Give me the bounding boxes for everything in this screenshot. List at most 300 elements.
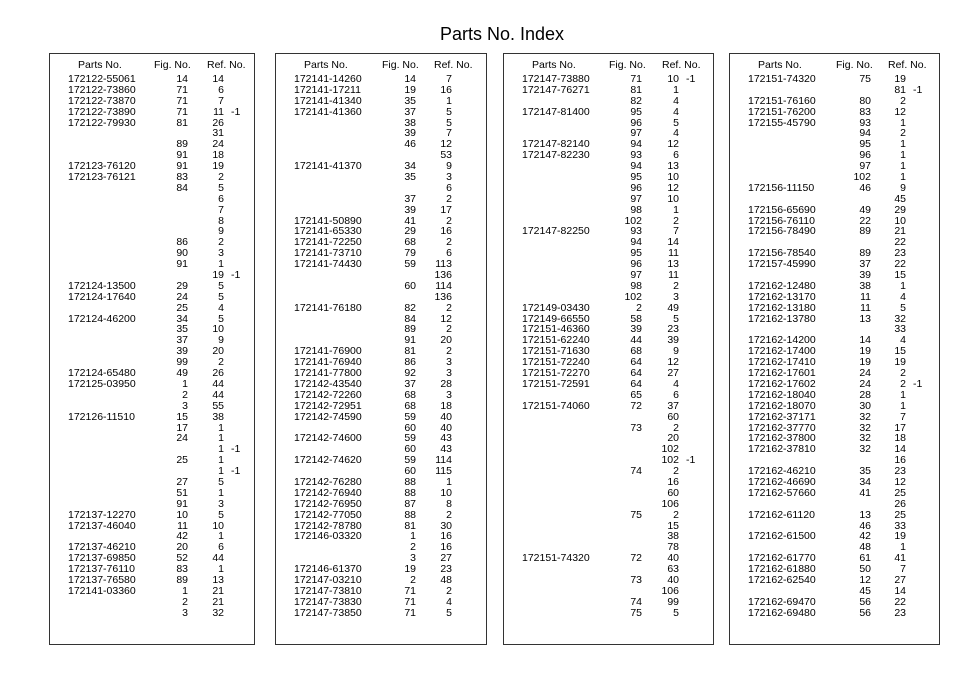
ref-number: 55 [212, 399, 224, 412]
part-number: 172126-11510 [68, 410, 135, 423]
part-number: 172142-76940 [294, 486, 362, 499]
fig-number: 38 [404, 116, 416, 129]
fig-number: 93 [630, 225, 642, 238]
part-number: 172137-12270 [68, 508, 136, 521]
ref-number: 1 [673, 203, 679, 216]
ref-number: 20 [212, 345, 224, 358]
ref-number: 3 [446, 367, 452, 380]
ref-number: 136 [434, 290, 452, 303]
ref-number: 106 [661, 497, 679, 510]
part-number: 172162-14200 [748, 334, 816, 347]
fig-number: 29 [176, 279, 188, 292]
ref-number: 45 [894, 192, 906, 205]
fig-number: 68 [404, 236, 416, 249]
ref-suffix: -1 [231, 269, 241, 282]
ref-number: 26 [212, 116, 224, 129]
part-number: 172162-17602 [748, 377, 816, 390]
index-row [504, 433, 713, 444]
fig-number: 99 [176, 356, 188, 369]
ref-number: 1 [673, 83, 679, 96]
index-row [504, 564, 713, 575]
part-number: 172162-61120 [748, 508, 815, 521]
ref-number: 6 [673, 149, 679, 162]
ref-number: 2 [446, 323, 452, 336]
index-row [276, 118, 486, 129]
index-row [276, 401, 486, 412]
index-row [276, 172, 486, 183]
ref-number: 4 [673, 377, 679, 390]
ref-number: 53 [440, 149, 452, 162]
index-row [50, 303, 254, 314]
fig-number: 94 [630, 138, 642, 151]
part-number: 172151-72240 [522, 356, 590, 369]
index-row [276, 314, 486, 325]
index-row [504, 303, 713, 314]
part-number: 172162-61770 [748, 552, 816, 565]
fig-number: 102 [853, 171, 871, 184]
ref-number: 1 [218, 258, 224, 271]
ref-number: 2 [446, 301, 452, 314]
ref-number: 11 [213, 105, 224, 118]
fig-number: 1 [182, 377, 188, 390]
column-header [276, 59, 486, 72]
index-row [276, 542, 486, 553]
part-number: 172162-46690 [748, 475, 816, 488]
ref-number: 22 [894, 236, 906, 249]
index-row [276, 324, 486, 335]
fig-number: 30 [859, 399, 871, 412]
fig-number: 89 [859, 247, 871, 260]
fig-number: 65 [630, 388, 642, 401]
index-rows [504, 74, 713, 619]
part-number: 172162-17410 [748, 356, 816, 369]
ref-number: 5 [218, 290, 224, 303]
fig-number: 91 [404, 334, 416, 347]
ref-number: 2 [446, 192, 452, 205]
ref-number: 16 [440, 541, 452, 554]
ref-number: 2 [900, 94, 906, 107]
fig-number: 24 [859, 377, 871, 390]
ref-number: 19 [212, 160, 224, 173]
part-number: 172147-82140 [522, 138, 590, 151]
ref-number: 5 [446, 606, 452, 619]
part-number: 172162-37770 [748, 421, 816, 434]
part-number: 172162-18070 [748, 399, 816, 412]
ref-number: 12 [894, 105, 906, 118]
ref-number: 3 [673, 290, 679, 303]
fig-number: 86 [176, 236, 188, 249]
part-number: 172141-03360 [68, 584, 136, 597]
fig-number: 95 [859, 138, 871, 151]
ref-number: 10 [667, 73, 679, 85]
ref-number: 1 [900, 171, 906, 184]
index-row [730, 205, 939, 216]
part-number: 172162-18040 [748, 388, 816, 401]
fig-number: 81 [404, 345, 416, 358]
ref-number: 21 [212, 584, 224, 597]
part-number: 172156-78490 [748, 225, 816, 238]
part-number: 172146-61370 [294, 563, 362, 576]
ref-number: 136 [434, 269, 452, 282]
index-row [50, 401, 254, 412]
part-number: 172162-57660 [748, 486, 816, 499]
index-row [730, 183, 939, 194]
ref-number: 4 [673, 127, 679, 140]
part-number: 172142-74600 [294, 432, 362, 445]
part-number: 172162-61500 [748, 530, 816, 543]
fig-number: 98 [630, 279, 642, 292]
part-number: 172147-82250 [522, 225, 590, 238]
fig-number: 73 [630, 421, 642, 434]
index-row [50, 608, 254, 619]
fig-number: 35 [404, 94, 416, 107]
fig-number: 14 [859, 334, 871, 347]
ref-number: 44 [212, 388, 224, 401]
ref-number: 60 [667, 486, 679, 499]
ref-number: 1 [218, 563, 224, 576]
ref-number: 102 [661, 454, 679, 467]
header-ref-no: Ref. No. [662, 59, 701, 71]
header-ref-no: Ref. No. [207, 59, 246, 71]
fig-number: 59 [404, 432, 416, 445]
ref-number: 1 [218, 465, 224, 478]
ref-suffix: -1 [913, 377, 923, 390]
ref-number: 3 [446, 171, 452, 184]
part-number: 172162-37810 [748, 443, 816, 456]
ref-number: 1 [900, 399, 906, 412]
part-number: 172141-14260 [294, 73, 362, 85]
ref-number: 2 [446, 508, 452, 521]
ref-number: 1 [446, 475, 452, 488]
part-number: 172155-45790 [748, 116, 816, 129]
fig-number: 59 [404, 410, 416, 423]
ref-number: 21 [894, 225, 906, 238]
ref-number: 38 [667, 530, 679, 543]
fig-number: 28 [859, 388, 871, 401]
fig-number: 60 [404, 443, 416, 456]
ref-number: 13 [667, 160, 679, 173]
part-number: 172147-03210 [294, 573, 362, 586]
fig-number: 97 [859, 160, 871, 173]
fig-number: 12 [859, 573, 871, 586]
part-number: 172162-13780 [748, 312, 816, 325]
index-row [504, 161, 713, 172]
ref-number: 4 [218, 301, 224, 314]
part-number: 172162-46210 [748, 465, 816, 478]
index-row [730, 226, 939, 237]
part-number: 172162-37800 [748, 432, 816, 445]
part-number: 172141-74430 [294, 258, 362, 271]
ref-number: 6 [446, 247, 452, 260]
ref-number: 5 [218, 181, 224, 194]
fig-number: 64 [630, 356, 642, 369]
fig-number: 49 [859, 203, 871, 216]
ref-number: 12 [667, 356, 679, 369]
fig-number: 46 [859, 181, 871, 194]
fig-number: 37 [176, 334, 188, 347]
fig-number: 102 [624, 290, 642, 303]
fig-number: 89 [176, 138, 188, 151]
ref-suffix: -1 [686, 73, 696, 85]
index-row [730, 150, 939, 161]
fig-number: 41 [404, 214, 416, 227]
ref-number: 5 [218, 508, 224, 521]
index-row [276, 194, 486, 205]
index-row [504, 575, 713, 586]
ref-number: 115 [435, 465, 452, 478]
part-number: 172142-78780 [294, 519, 362, 532]
fig-number: 87 [404, 497, 416, 510]
fig-number: 10 [176, 508, 188, 521]
part-number: 172142-77050 [294, 508, 362, 521]
fig-number: 34 [404, 160, 416, 173]
ref-number: 19 [212, 269, 224, 282]
fig-number: 97 [630, 127, 642, 140]
ref-number: 19 [894, 530, 906, 543]
fig-number: 82 [630, 94, 642, 107]
part-number: 172124-65480 [68, 367, 136, 380]
part-number: 172122-73870 [68, 94, 136, 107]
part-number: 172141-65330 [294, 225, 362, 238]
part-number: 172162-17400 [748, 345, 816, 358]
ref-number: 1 [218, 486, 224, 499]
ref-number: 24 [212, 138, 224, 151]
fig-number: 32 [859, 410, 871, 423]
fig-number: 19 [404, 563, 416, 576]
fig-number: 91 [176, 149, 188, 162]
index-row [504, 118, 713, 129]
fig-number: 11 [177, 519, 188, 532]
index-row [276, 161, 486, 172]
ref-number: 33 [894, 519, 906, 532]
index-row [504, 608, 713, 619]
ref-number: 26 [212, 367, 224, 380]
index-row [504, 259, 713, 270]
fig-number: 37 [404, 105, 416, 118]
fig-number: 19 [404, 83, 416, 96]
part-number: 172151-74320 [748, 73, 816, 85]
index-column-3 [503, 53, 714, 645]
fig-number: 19 [859, 356, 871, 369]
part-number: 172141-72250 [294, 236, 362, 249]
fig-number: 93 [859, 116, 871, 129]
fig-number: 72 [630, 552, 642, 565]
part-number: 172141-76940 [294, 356, 362, 369]
ref-number: 8 [446, 497, 452, 510]
ref-number: 1 [218, 454, 224, 467]
fig-number: 39 [859, 269, 871, 282]
ref-number: 7 [446, 127, 452, 140]
ref-number: 48 [440, 573, 452, 586]
fig-number: 91 [176, 258, 188, 271]
index-row [504, 237, 713, 248]
part-number: 172156-11150 [748, 181, 815, 194]
index-row [50, 107, 254, 118]
ref-number: 2 [218, 236, 224, 249]
fig-number: 88 [404, 475, 416, 488]
ref-number: 17 [440, 203, 452, 216]
ref-number: 2 [446, 584, 452, 597]
part-number: 172123-76120 [68, 160, 136, 173]
header-fig-no: Fig. No. [836, 59, 873, 71]
fig-number: 19 [859, 345, 871, 358]
index-row [504, 423, 713, 434]
ref-number: 9 [446, 160, 452, 173]
ref-number: 7 [218, 203, 224, 216]
ref-suffix: -1 [231, 443, 241, 456]
fig-number: 25 [176, 301, 188, 314]
part-number: 172141-17211 [294, 83, 361, 96]
index-row [730, 74, 939, 85]
fig-number: 94 [859, 127, 871, 140]
fig-number: 44 [630, 334, 642, 347]
header-parts-no: Parts No. [78, 59, 122, 71]
ref-number: 16 [667, 475, 679, 488]
header-parts-no: Parts No. [304, 59, 348, 71]
index-row [730, 303, 939, 314]
index-row [504, 205, 713, 216]
fig-number: 81 [176, 116, 188, 129]
index-row [730, 575, 939, 586]
index-row [504, 553, 713, 564]
fig-number: 83 [176, 171, 188, 184]
ref-number: 27 [440, 552, 452, 565]
fig-number: 94 [630, 236, 642, 249]
fig-number: 27 [176, 475, 188, 488]
ref-number: 19 [894, 73, 906, 85]
ref-number: 2 [218, 356, 224, 369]
index-row [730, 161, 939, 172]
fig-number: 58 [630, 312, 642, 325]
ref-number: 27 [667, 367, 679, 380]
fig-number: 60 [404, 421, 416, 434]
header-fig-no: Fig. No. [609, 59, 646, 71]
ref-number: 44 [212, 552, 224, 565]
fig-number: 86 [404, 356, 416, 369]
fig-number: 73 [630, 573, 642, 586]
fig-number: 80 [859, 94, 871, 107]
index-row [504, 172, 713, 183]
fig-number: 81 [630, 83, 642, 96]
fig-number: 60 [404, 465, 416, 478]
ref-number: 3 [446, 356, 452, 369]
part-number: 172162-61880 [748, 563, 816, 576]
fig-number: 88 [404, 508, 416, 521]
ref-number: 5 [900, 301, 906, 314]
ref-number: 49 [667, 301, 679, 314]
part-number: 172156-76110 [748, 214, 815, 227]
part-number: 172147-82230 [522, 149, 590, 162]
fig-number: 2 [182, 388, 188, 401]
fig-number: 96 [630, 258, 642, 271]
ref-number: 4 [900, 290, 906, 303]
fig-number: 14 [176, 73, 188, 85]
ref-number: 4 [446, 595, 452, 608]
fig-number: 3 [182, 399, 188, 412]
ref-number: 2 [673, 508, 679, 521]
index-row [504, 401, 713, 412]
fig-number: 95 [630, 105, 642, 118]
index-row [50, 499, 254, 510]
index-row [504, 150, 713, 161]
part-number: 172147-73830 [294, 595, 362, 608]
ref-number: 29 [894, 203, 906, 216]
ref-number: 14 [894, 584, 906, 597]
part-number: 172162-13170 [748, 290, 816, 303]
index-row [50, 205, 254, 216]
index-row [276, 608, 486, 619]
part-number: 172151-46360 [522, 323, 590, 336]
part-number: 172162-69470 [748, 595, 816, 608]
header-fig-no: Fig. No. [154, 59, 191, 71]
header-parts-no: Parts No. [532, 59, 576, 71]
ref-number: 19 [894, 356, 906, 369]
ref-number: 38 [212, 410, 224, 423]
ref-number: 14 [667, 236, 679, 249]
fig-number: 42 [859, 530, 871, 543]
ref-number: 4 [673, 105, 679, 118]
index-row [276, 107, 486, 118]
index-row [730, 488, 939, 499]
index-row [276, 303, 486, 314]
part-number: 172141-41370 [294, 160, 362, 173]
fig-number: 39 [176, 345, 188, 358]
ref-number: 4 [900, 334, 906, 347]
part-number: 172151-74060 [522, 399, 590, 412]
fig-number: 39 [404, 203, 416, 216]
index-row [504, 488, 713, 499]
fig-number: 64 [630, 377, 642, 390]
ref-number: 15 [667, 519, 679, 532]
ref-number: 32 [212, 606, 224, 619]
fig-number: 83 [859, 105, 871, 118]
ref-number: 12 [667, 181, 679, 194]
fig-number: 56 [859, 606, 871, 619]
index-rows [730, 74, 939, 619]
fig-number: 96 [630, 181, 642, 194]
fig-number: 11 [860, 290, 871, 303]
part-number: 172162-37171 [748, 410, 816, 423]
ref-number: 2 [218, 171, 224, 184]
ref-number: 7 [446, 73, 452, 85]
ref-number: 6 [218, 83, 224, 96]
ref-number: 40 [667, 552, 679, 565]
part-number: 172147-76271 [522, 83, 590, 96]
part-number: 172142-76950 [294, 497, 362, 510]
fig-number: 75 [630, 606, 642, 619]
ref-number: 40 [667, 573, 679, 586]
index-column-2 [275, 53, 487, 645]
ref-number: 41 [894, 552, 906, 565]
ref-number: 1 [900, 279, 906, 292]
fig-number: 82 [404, 301, 416, 314]
ref-number: 25 [894, 486, 906, 499]
ref-number: 2 [900, 127, 906, 140]
part-number: 172147-73810 [294, 584, 362, 597]
fig-number: 34 [176, 312, 188, 325]
part-number: 172142-74620 [294, 454, 362, 467]
fig-number: 94 [630, 160, 642, 173]
ref-number: 16 [440, 225, 452, 238]
part-number: 172137-76110 [68, 563, 135, 576]
part-number: 172142-74590 [294, 410, 362, 423]
ref-number: 23 [667, 323, 679, 336]
index-row [504, 194, 713, 205]
ref-number: 12 [440, 312, 452, 325]
index-row [276, 281, 486, 292]
index-row [276, 531, 486, 542]
ref-number: 8 [218, 214, 224, 227]
